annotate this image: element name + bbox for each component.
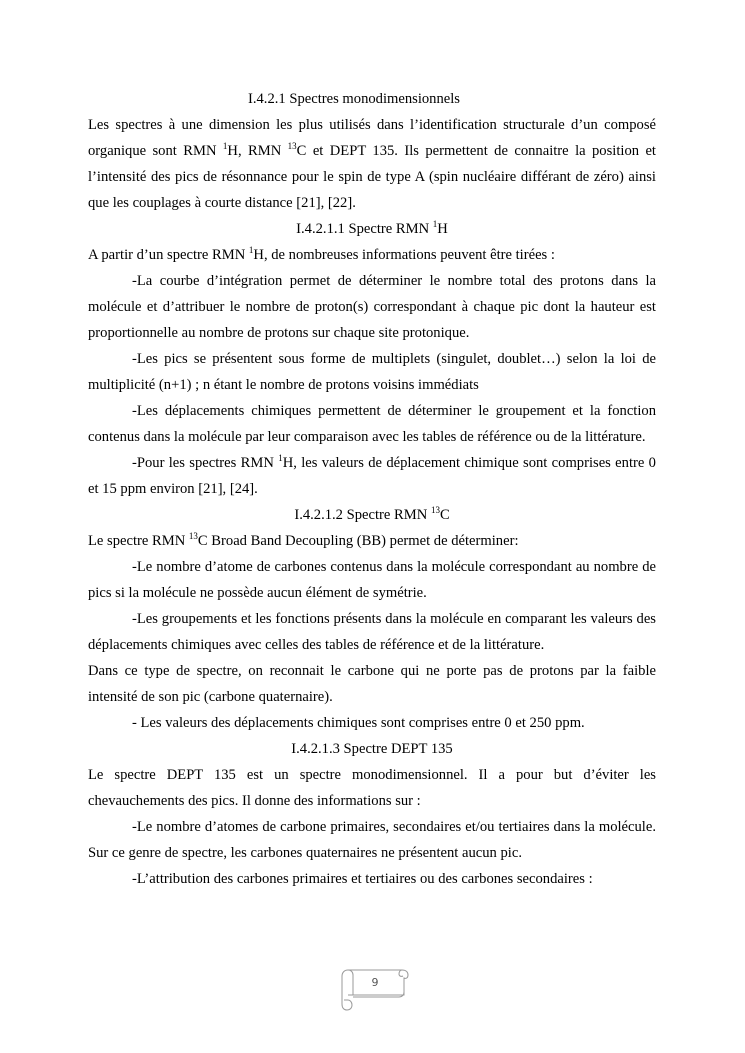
rmn1h-intro-sup: 1 [248,245,254,255]
rmn13c-paragraph-1: -Le nombre d’atome de carbones contenus dans la molécule correspondant au nombre de pics si la molécule ne possède aucun élément de symétrie. [88,559,656,601]
rmn1h-p4-b: H, les valeurs de déplacement chimique sont comprises entre 0 et 15 ppm environ [21], [24]. [88,455,656,497]
rmn13c-heading-sup: 13 [430,505,440,515]
rmn13c-heading-tail: C [439,507,450,523]
rmn13c-intro-b: C Broad Band Decoupling (BB) permet de déterminer: [197,533,519,549]
page-number: 9 [371,976,379,989]
page-number-scroll [338,962,408,1012]
rmn1h-p4-sup: 1 [278,453,283,463]
dept135-heading: I.4.2.1.3 Spectre DEPT 135 [291,741,453,757]
rmn1h-heading-text: I.4.2.1.1 Spectre RMN [296,221,433,237]
intro-text-2: H, RMN [227,143,288,159]
rmn13c-paragraph-2: -Les groupements et les fonctions présents dans la molécule en comparant les valeurs des déplacements chimiques avec celles des tables de référence et de la littérature. [88,611,656,653]
rmn1h-heading [88,216,656,242]
intro-sup-1: 1 [222,141,228,151]
rmn1h-paragraph-4 [88,450,656,502]
rmn13c-heading-text: I.4.2.1.2 Spectre RMN [294,507,431,523]
rmn13c-intro-a: Le spectre RMN [88,533,189,549]
rmn1h-paragraph-3: -Les déplacements chimiques permettent de déterminer le groupement et la fonction contenus dans la molécule par leur comparaison avec les tables de référence ou de la littérature. [88,403,656,445]
section-heading [88,86,656,112]
intro-sup-2: 13 [287,141,297,151]
rmn13c-intro-sup: 13 [188,531,198,541]
rmn13c-paragraph-3: Dans ce type de spectre, on reconnait le carbone qui ne porte pas de protons par la faible intensité de son pic (carbone quaternaire). [88,663,656,705]
dept135-paragraph-2: -L’attribution des carbones primaires et tertiaires ou des carbones secondaires : [132,871,593,887]
rmn1h-p4-a: -Pour les spectres RMN [132,455,279,471]
dept135-paragraph-1: -Le nombre d’atomes de carbone primaires, secondaires et/ou tertiaires dans la molécule. Sur ce genre de spectre, les carbones quaternaires ne présentent aucun pic. [88,819,656,861]
rmn1h-intro-b: H, de nombreuses informations peuvent être tirées : [253,247,555,263]
rmn1h-paragraph-1: -La courbe d’intégration permet de déterminer le nombre total des protons dans la molécule et d’attribuer le nombre de proton(s) correspondant à chaque pic dont la hauteur est proportionnelle au nombre de protons sur chaque site protonique. [88,273,656,341]
rmn1h-intro [88,242,656,268]
document-body [88,86,656,892]
rmn1h-intro-a: A partir d’un spectre RMN [88,247,249,263]
rmn1h-heading-tail: H [437,221,448,237]
intro-text-3: C et DEPT 135. Ils permettent de connaitre la position et l’intensité des pics de résonnance pour le spin de type A (spin nucléaire différant de zéro) ainsi que les couplages à courte distance [21], [22]. [88,143,656,211]
rmn13c-paragraph-4: - Les valeurs des déplacements chimiques sont comprises entre 0 et 250 ppm. [132,715,585,731]
section-heading-text: I.4.2.1 Spectres monodimensionnels [248,91,460,107]
rmn13c-heading [88,502,656,528]
dept135-intro: Le spectre DEPT 135 est un spectre monodimensionnel. Il a pour but d’éviter les chevauchements des pics. Il donne des informations sur : [88,767,656,809]
intro-text-1: Les spectres à une dimension les plus utilisés dans l’identification structurale d’un composé organique sont RMN [88,117,656,159]
rmn13c-intro [88,528,656,554]
rmn1h-paragraph-2: -Les pics se présentent sous forme de multiplets (singulet, doublet…) selon la loi de multiplicité (n+1) ; n étant le nombre de protons voisins immédiats [88,351,656,393]
section-intro-paragraph [88,112,656,216]
rmn1h-heading-sup: 1 [432,219,438,229]
